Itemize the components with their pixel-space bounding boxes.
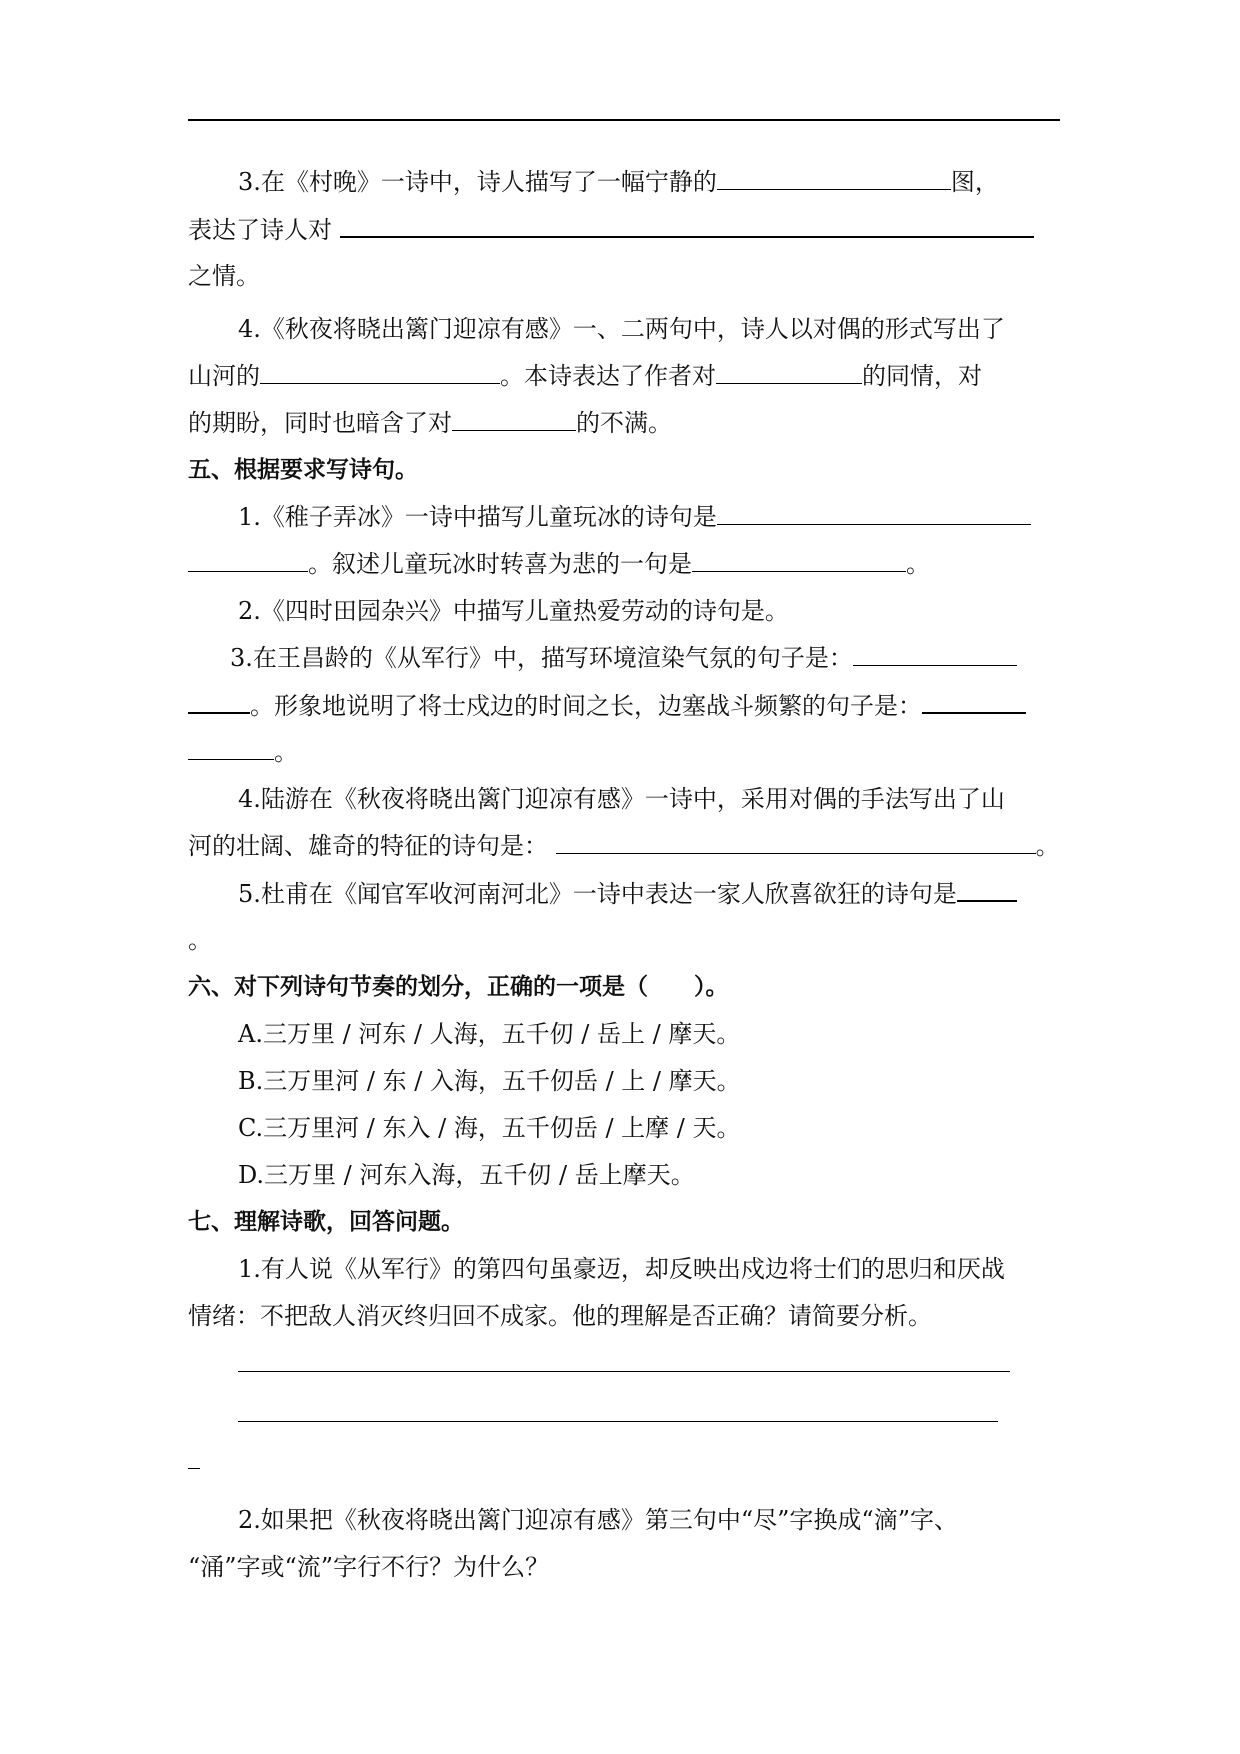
section-5-q3-line-1 — [230, 641, 1108, 675]
section-5-q4-text: 4.陆游在《秋夜将晓出篱门迎凉有感》一诗中，采用对偶的手法写出了山 — [238, 785, 1005, 813]
section-5-q1-line-1 — [238, 500, 1116, 534]
answer-blank[interactable] — [717, 165, 951, 190]
question-3-text: 3.在《村晚》一诗中，诗人描写了一幅宁静的 — [238, 168, 717, 196]
question-4-line-3 — [188, 406, 1066, 440]
section-5-q4-line-2 — [188, 829, 1066, 863]
section-5-q5-line-1 — [238, 876, 1116, 911]
top-rule — [188, 119, 1060, 121]
section-7-q2-line-2: “涌”字或“流”字行不行？为什么？ — [188, 1553, 550, 1581]
option-c: C.三万里河 / 东入 / 海，五千仞岳 / 上摩 / 天。 — [238, 1114, 741, 1142]
section-5-q4-text: 。 — [1035, 832, 1060, 860]
answer-blank[interactable] — [260, 359, 500, 384]
answer-blank[interactable] — [922, 688, 1026, 714]
question-4-text: 的期盼，同时也暗含了对 — [188, 409, 452, 437]
question-4-text: 。本诗表达了作者对 — [500, 362, 716, 390]
option-a: A.三万里 / 河东 / 人海，五千仞 / 岳上 / 摩天。 — [238, 1020, 741, 1048]
option-d: D.三万里 / 河东入海，五千仞 / 岳上摩天。 — [238, 1161, 695, 1189]
section-5-q1-text: 1.《稚子弄冰》一诗中描写儿童玩冰的诗句是 — [238, 503, 717, 531]
section-6-heading: 六、对下列诗句节奏的划分，正确的一项是（ ）。 — [188, 974, 729, 1000]
answer-blank[interactable] — [188, 547, 308, 572]
answer-line[interactable] — [238, 1421, 998, 1422]
question-3-text: 表达了诗人对 — [188, 216, 332, 244]
section-7-q1-line-2: 情绪：不把敌人消灭终归回不成家。他的理解是否正确？请简要分析。 — [188, 1302, 932, 1330]
section-5-q3-line-3 — [188, 735, 1066, 769]
section-7-heading: 七、理解诗歌，回答问题。 — [188, 1209, 464, 1235]
section-5-q2: 2.《四时田园杂兴》中描写儿童热爱劳动的诗句是。 — [238, 597, 789, 625]
answer-blank[interactable] — [188, 735, 274, 760]
section-5-q4-text: 河的壮阔、雄奇的特征的诗句是： — [188, 832, 548, 860]
question-3-line-1 — [238, 165, 1116, 199]
section-5-q3-text: 3.在王昌龄的《从军行》中，描写环境渲染气氛的句子是： — [230, 644, 853, 672]
section-5-q5-line-2 — [188, 923, 1066, 957]
question-4-line-2 — [188, 359, 1066, 393]
section-5-q1-text: 。 — [906, 550, 930, 578]
section-5-q3-text: 。形象地说明了将士戍边的时间之长，边塞战斗频繁的句子是： — [250, 692, 922, 720]
answer-blank[interactable] — [340, 212, 1034, 238]
question-4-text: 的同情，对 — [862, 362, 982, 390]
option-b: B.三万里河 / 东 / 入海，五千仞岳 / 上 / 摩天。 — [238, 1067, 741, 1095]
answer-line[interactable] — [238, 1371, 1010, 1372]
section-5-q5-text: 5.杜甫在《闻官军收河南河北》一诗中表达一家人欣喜欲狂的诗句是 — [238, 880, 957, 908]
question-4-text: 4.《秋夜将晓出篱门迎凉有感》一、二两句中，诗人以对偶的形式写出了 — [238, 315, 1005, 343]
answer-blank[interactable] — [957, 876, 1017, 902]
question-3-text: 之情。 — [188, 262, 260, 290]
section-5-heading: 五、根据要求写诗句。 — [188, 457, 418, 483]
answer-blank[interactable] — [717, 500, 1031, 525]
answer-blank[interactable] — [452, 406, 576, 431]
answer-blank[interactable] — [556, 829, 1036, 854]
answer-blank[interactable] — [853, 641, 1017, 666]
question-3-line-2 — [188, 212, 1066, 247]
answer-blank[interactable] — [716, 359, 862, 384]
question-3-line-3 — [188, 259, 1066, 293]
question-3-text: 图， — [950, 168, 999, 196]
section-5-q1-text: 。叙述儿童玩冰时转喜为悲的一句是 — [308, 550, 692, 578]
section-7-q1-line-1: 1.有人说《从军行》的第四句虽豪迈，却反映出戍边将士们的思归和厌战 — [238, 1255, 1005, 1283]
question-4-text: 山河的 — [188, 362, 260, 390]
section-7-q2-line-1: 2.如果把《秋夜将晓出篱门迎凉有感》第三句中“尽”字换成“滴”字、 — [238, 1506, 958, 1534]
section-5-q5-text: 。 — [188, 926, 212, 954]
section-5-q1-line-2 — [188, 547, 1066, 581]
answer-blank[interactable] — [692, 547, 906, 572]
question-4-text: 的不满。 — [576, 409, 672, 437]
section-5-q3-text: 。 — [274, 738, 298, 766]
question-4-line-1 — [238, 312, 1116, 346]
section-5-q3-line-2 — [188, 688, 1066, 723]
answer-blank[interactable] — [188, 688, 250, 714]
section-5-q4-line-1 — [238, 782, 1116, 816]
answer-line-fragment — [188, 1468, 200, 1469]
